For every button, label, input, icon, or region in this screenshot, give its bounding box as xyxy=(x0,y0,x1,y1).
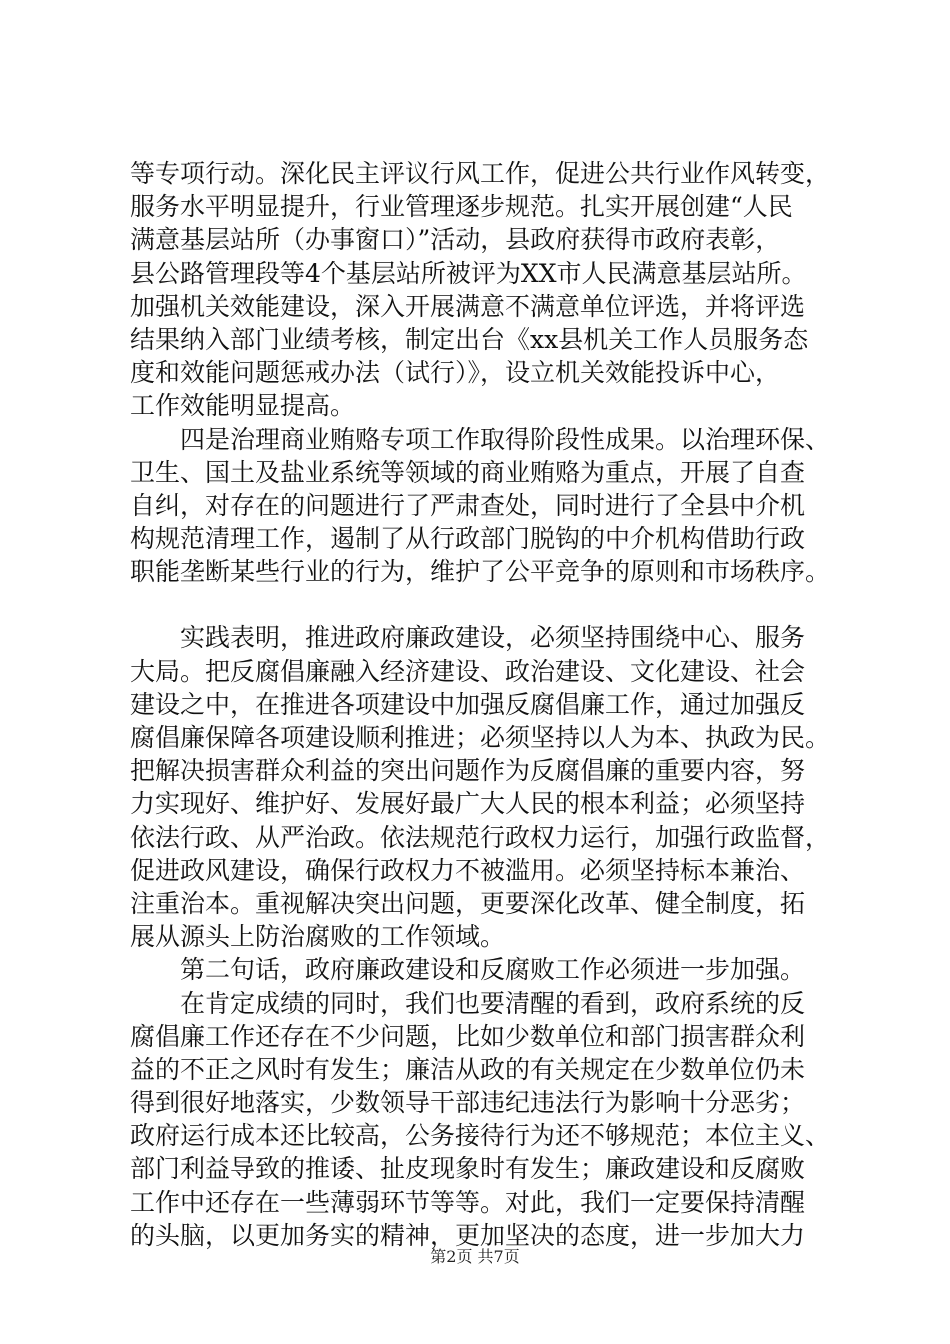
text-line: 服务水平明显提升，行业管理逐步规范。扎实开展创建“人民 xyxy=(130,192,793,222)
text-line: 建设之中，在推进各项建设中加强反腐倡廉工作，通过加强反 xyxy=(130,689,806,719)
text-line: 把解决损害群众利益的突出问题作为反腐倡廉的重要内容，努 xyxy=(130,756,806,786)
text-line: 工作效能明显提高。 xyxy=(130,391,356,421)
text-line: 实践表明，推进政府廉政建设，必须坚持围绕中心、服务 xyxy=(180,623,806,653)
text-line: 等专项行动。深化民主评议行风工作，促进公共行业作风转变， xyxy=(130,159,831,188)
text-line: 政府运行成本还比较高，公务接待行为还不够规范；本位主义、 xyxy=(130,1121,831,1151)
text-line: 注重治本。重视解决突出问题，更要深化改革、健全制度，拓 xyxy=(130,888,806,918)
text-line: 部门利益导致的推诿、扯皮现象时有发生；廉政建设和反腐败 xyxy=(130,1154,806,1184)
text-line: 依法行政、从严治政。依法规范行政权力运行，加强行政监督， xyxy=(130,822,831,852)
text-line: 在肯定成绩的同时，我们也要清醒的看到，政府系统的反 xyxy=(180,988,806,1018)
text-line: 得到很好地落实，少数领导干部违纪违法行为影响十分恶劣； xyxy=(130,1088,806,1118)
text-line: 益的不正之风时有发生；廉洁从政的有关规定在少数单位仍未 xyxy=(130,1054,806,1084)
text-line: 的头脑，以更加务实的精神，更加坚决的态度，进一步加大力 xyxy=(130,1220,806,1250)
text-line: 职能垄断某些行业的行为，维护了公平竞争的原则和市场秩序。 xyxy=(130,557,831,587)
text-line: 促进政风建设，确保行政权力不被滥用。必须坚持标本兼治、 xyxy=(130,855,806,885)
page-footer xyxy=(0,1244,950,1267)
document-body xyxy=(130,157,832,1252)
paragraph-problems xyxy=(130,987,832,1253)
text-line: 度和效能问题惩戒办法（试行）》，设立机关效能投诉中心， xyxy=(130,358,781,388)
paragraph-practice-shows xyxy=(130,621,832,953)
text-line: 大局。把反腐倡廉融入经济建设、政治建设、文化建设、社会 xyxy=(130,656,806,686)
text-line: 力实现好、维护好、发展好最广大人民的根本利益；必须坚持 xyxy=(130,789,806,819)
text-line: 卫生、国土及盐业系统等领域的商业贿赂为重点，开展了自查 xyxy=(130,457,806,487)
text-line: 满意基层站所（办事窗口）”活动，县政府获得市政府表彰， xyxy=(130,225,781,255)
text-line: 第二句话，政府廉政建设和反腐败工作必须进一步加强。 xyxy=(180,955,806,985)
text-line: 工作中还存在一些薄弱环节等等。对此，我们一定要保持清醒 xyxy=(130,1187,806,1217)
page-number-label: 第2页 共7页 xyxy=(430,1247,520,1266)
paragraph-second-point xyxy=(130,953,832,986)
paragraph-commercial-bribery xyxy=(130,423,832,589)
text-line: 县公路管理段等4个基层站所被评为XX市人民满意基层站所。 xyxy=(130,258,807,288)
text-line: 四是治理商业贿赂专项工作取得阶段性成果。以治理环保、 xyxy=(180,424,831,454)
text-line: 构规范清理工作，遏制了从行政部门脱钩的中介机构借助行政 xyxy=(130,524,806,554)
text-line: 结果纳入部门业绩考核，制定出台《xx县机关工作人员服务态 xyxy=(130,324,809,354)
text-line: 腐倡廉工作还存在不少问题，比如少数单位和部门损害群众利 xyxy=(130,1021,806,1051)
paragraph-continuation xyxy=(130,157,832,423)
text-line: 腐倡廉保障各项建设顺利推进；必须坚持以人为本、执政为民。 xyxy=(130,723,831,752)
text-line: 加强机关效能建设，深入开展满意不满意单位评选，并将评选 xyxy=(130,291,806,321)
text-line: 自纠，对存在的问题进行了严肃查处，同时进行了全县中介机 xyxy=(130,490,806,520)
paragraph-gap xyxy=(130,588,832,621)
text-line: 展从源头上防治腐败的工作领域。 xyxy=(130,922,506,952)
